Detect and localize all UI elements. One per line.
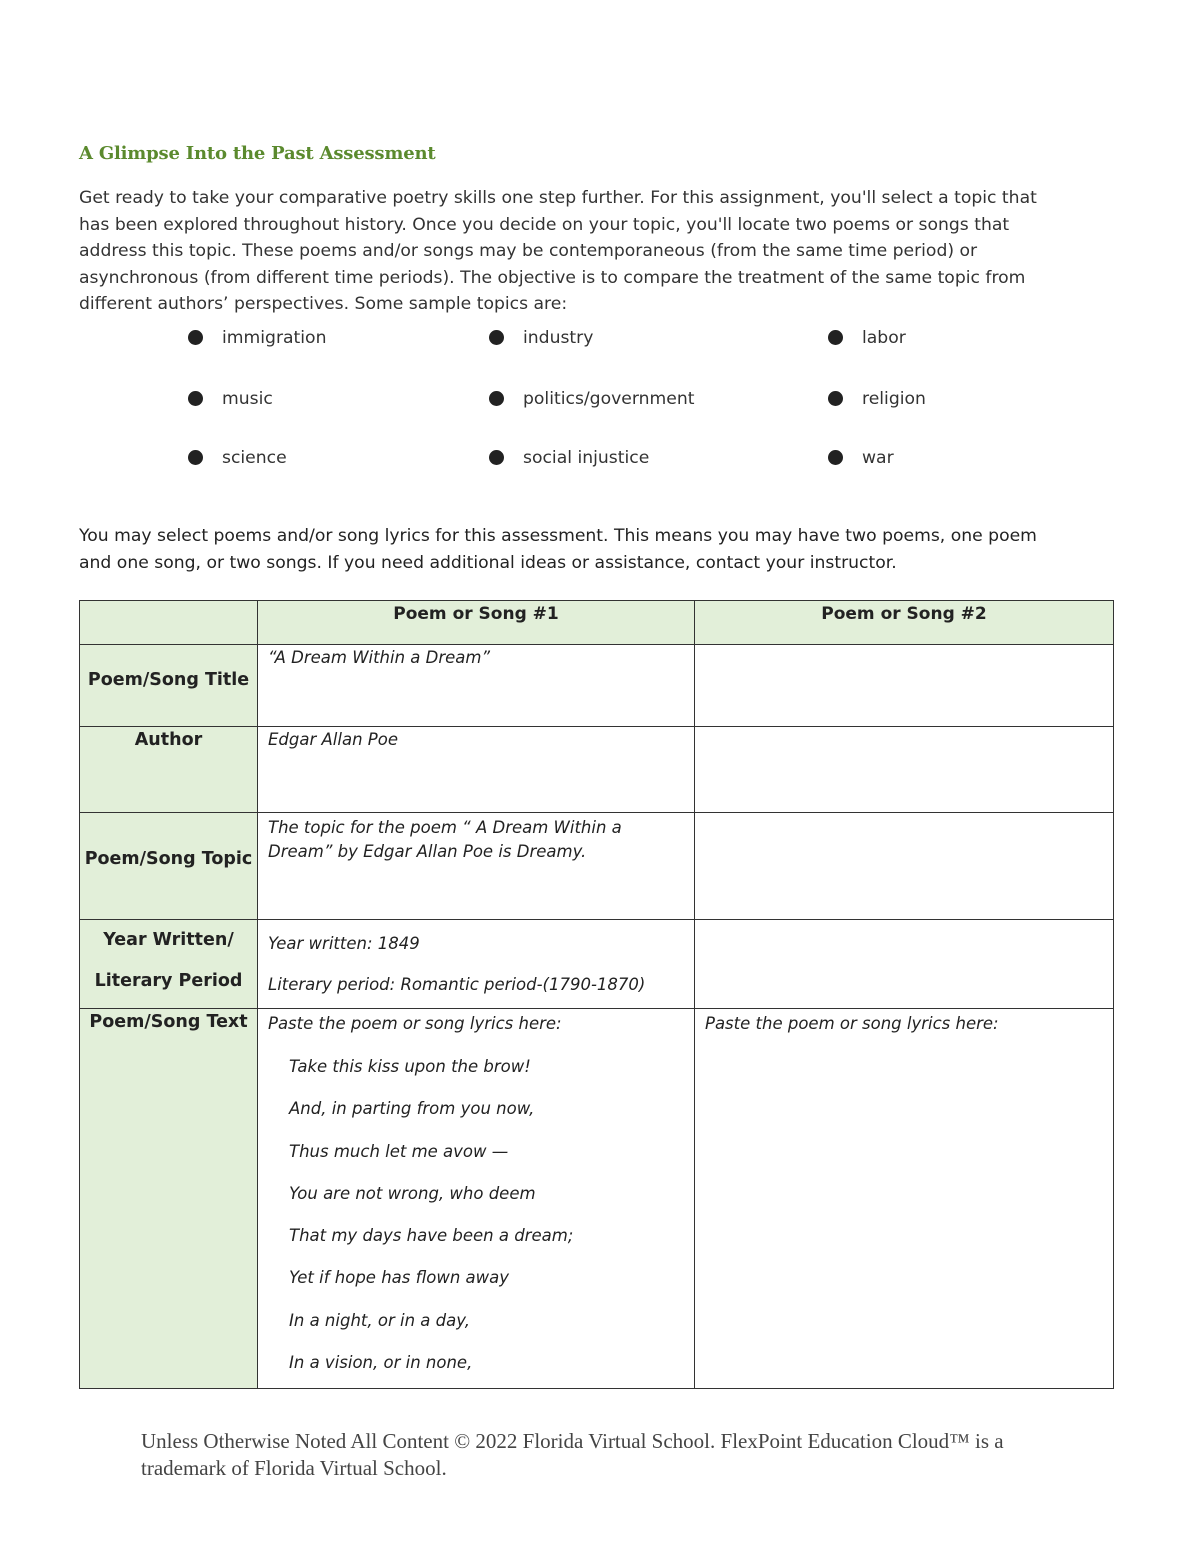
comparison-table [79,600,1114,1389]
bullet-icon [188,330,203,345]
topic-item: immigration [188,328,326,348]
poem-line: And, in parting from you now, [289,1099,535,1119]
bullet-icon [489,330,504,345]
topic-item: politics/government [489,389,694,409]
table-row-author [80,727,1114,813]
topic-item: social injustice [489,448,649,468]
row-label-year [80,920,258,1009]
poem1-title-cell[interactable]: “A Dream Within a Dream” [258,645,695,727]
header-poem-1: Poem or Song #1 [258,601,695,645]
header-blank-cell [80,601,258,645]
table-row-title [80,645,1114,727]
header-poem-2: Poem or Song #2 [695,601,1114,645]
bullet-icon [828,330,843,345]
copyright-footer: Unless Otherwise Noted All Content © 2022 Florida Virtual School. FlexPoint Education Cloud™ is a trademark of Florida Virtual School. [141,1429,1004,1480]
poem1-topic-cell[interactable]: The topic for the poem “ A Dream Within a Dream” by Edgar Allan Poe is Dreamy. [258,813,695,920]
poem1-year-written: Year written: 1849 [268,934,420,953]
poem2-year-cell[interactable] [695,920,1114,1009]
intro-paragraph: Get ready to take your comparative poetry skills one step further. For this assignment, you'll select a topic that has been explored throughout history. Once you decide on your topic, you'll locate two poems or songs that address this topic. These poems and/or songs may be contemporaneous (from the same time period) or asynchronous (from different time periods). The objective is to compare the treatment of the same topic from different authors’ perspectives. Some sample topics are: [79,188,1037,314]
poem1-text-intro: Paste the poem or song lyrics here: [268,1014,562,1033]
table-row-topic [80,813,1114,920]
poem2-author-cell[interactable] [695,727,1114,813]
topic-item: religion [828,389,926,409]
bullet-icon [489,450,504,465]
bullet-icon [489,391,504,406]
bullet-icon [188,391,203,406]
bullet-icon [188,450,203,465]
poem2-text-intro: Paste the poem or song lyrics here: [705,1014,999,1033]
poem-line: You are not wrong, who deem [289,1183,536,1203]
bullet-icon [828,391,843,406]
row-label-text: Poem/Song Text [80,1009,258,1389]
topic-item: industry [489,328,593,348]
poem-line: That my days have been a dream; [289,1226,574,1246]
row-label-title: Poem/Song Title [80,645,258,727]
row-label-year-line1: Year Written/ [103,930,234,950]
bullet-icon [828,450,843,465]
row-label-topic: Poem/Song Topic [80,813,258,920]
poem1-literary-period: Literary period: Romantic period-(1790-1870) [268,975,646,994]
instructions-paragraph: You may select poems and/or song lyrics for this assessment. This means you may have two poems, one poem and one song, or two songs. If you need additional ideas or assistance, contact your instructor. [79,526,1037,573]
poem-line: Yet if hope has flown away [289,1268,510,1288]
poem1-year-cell[interactable] [258,920,695,1009]
row-label-author: Author [80,727,258,813]
topic-item: science [188,448,287,468]
poem1-author-cell[interactable]: Edgar Allan Poe [258,727,695,813]
poem2-topic-cell[interactable] [695,813,1114,920]
poem2-text-cell[interactable] [695,1009,1114,1389]
table-row-text [80,1009,1114,1389]
poem-line: Take this kiss upon the brow! [289,1057,531,1076]
poem1-text-cell[interactable] [258,1009,695,1389]
poem-line: In a vision, or in none, [289,1353,473,1373]
table-header-row [80,601,1114,645]
page-title: A Glimpse Into the Past Assessment [79,143,436,164]
poem-line: In a night, or in a day, [289,1310,470,1330]
table-row-year [80,920,1114,1009]
topic-item: labor [828,328,906,348]
topic-item: war [828,448,894,468]
row-label-year-line2: Literary Period [94,971,243,991]
poem2-title-cell[interactable] [695,645,1114,727]
topic-item: music [188,389,273,409]
poem-line: Thus much let me avow — [289,1141,509,1161]
